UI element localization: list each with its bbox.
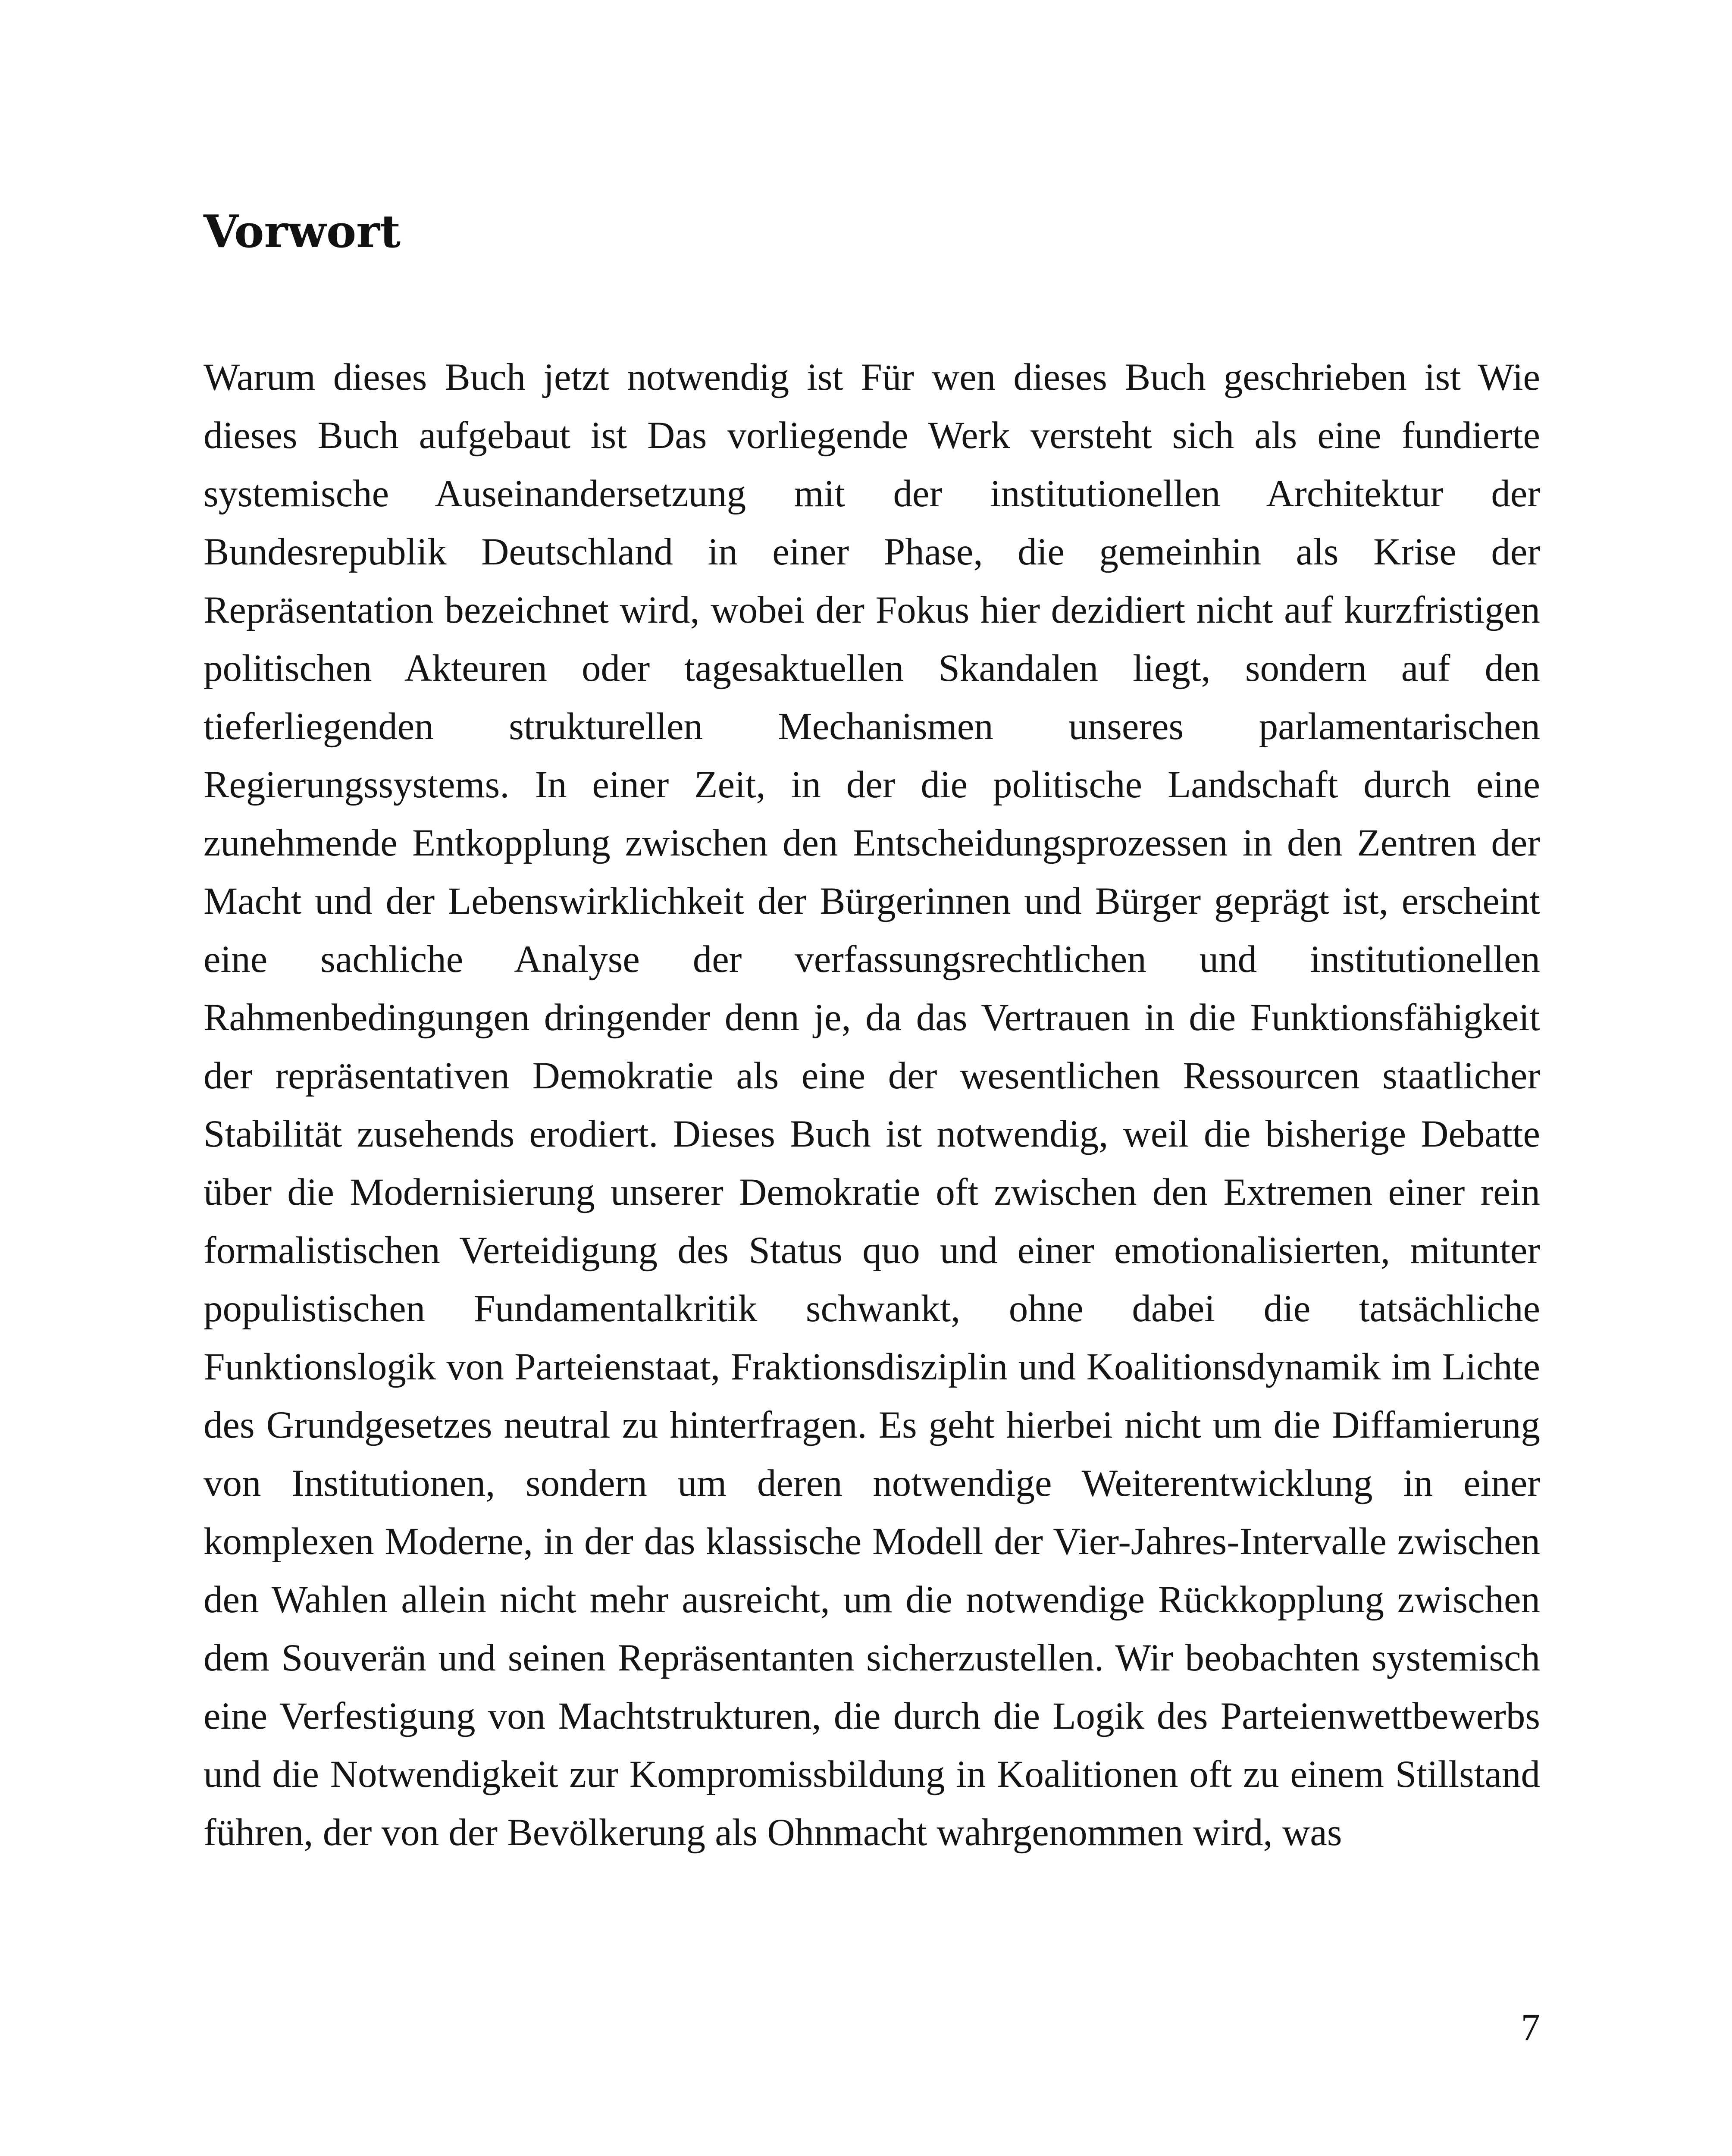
chapter-title: Vorwort	[204, 205, 401, 258]
page-number: 7	[1521, 2006, 1540, 2049]
body-paragraph: Warum dieses Buch jetzt notwendig ist Für wen dieses Buch geschrieben ist Wie dieses Buch aufgebaut ist Das vorliegende Werk versteht sich als eine fundierte systemische Auseinandersetzung mit der institutionellen Architektur der Bundesrepublik Deutschland in einer Phase, die gemeinhin als Krise der Repräsentation bezeichnet wird, wobei der Fokus hier dezidiert nicht auf kurzfristigen politischen Akteuren oder tagesaktuellen Skandalen liegt, sondern auf den tieferliegenden strukturellen Mechanismen unseres parlamentarischen Regierungssystems. In einer Zeit, in der die politische Landschaft durch eine zunehmende Entkopplung zwischen den Entscheidungsprozessen in den Zentren der Macht und der Lebenswirklichkeit der Bürgerinnen und Bürger geprägt ist, erscheint eine sachliche Analyse der verfassungsrechtlichen und institutionellen Rahmenbedingungen dringender denn je, da das Vertrauen in die Funktionsfähigkeit der repräsentativen Demokratie als eine der wesentlichen Ressourcen staatlicher Stabilität zusehends erodiert. Dieses Buch ist notwendig, weil die bisherige Debatte über die Modernisierung unserer Demokratie oft zwischen den Extremen einer rein formalistischen Verteidigung des Status quo und einer emotionalisierten, mitunter populistischen Fundamentalkritik schwankt, ohne dabei die tatsächliche Funktionslogik von Parteienstaat, Fraktionsdisziplin und Koalitionsdynamik im Lichte des Grundgesetzes neutral zu hinterfragen. Es geht hierbei nicht um die Diffamierung von Institutionen, sondern um deren notwendige Weiterentwicklung in einer komplexen Moderne, in der das klassische Modell der Vier-Jahres-Intervalle zwischen den Wahlen allein nicht mehr ausreicht, um die notwendige Rückkopplung zwischen dem Souverän und seinen Repräsentanten sicherzustellen. Wir beobachten systemisch eine Verfestigung von Machtstrukturen, die durch die Logik des Parteienwettbewerbs und die Notwendigkeit zur Kompromissbildung in Koalitionen oft zu einem Stillstand führen, der von der Bevölkerung als Ohnmacht wahrgenommen wird, was	[204, 356, 1540, 1854]
